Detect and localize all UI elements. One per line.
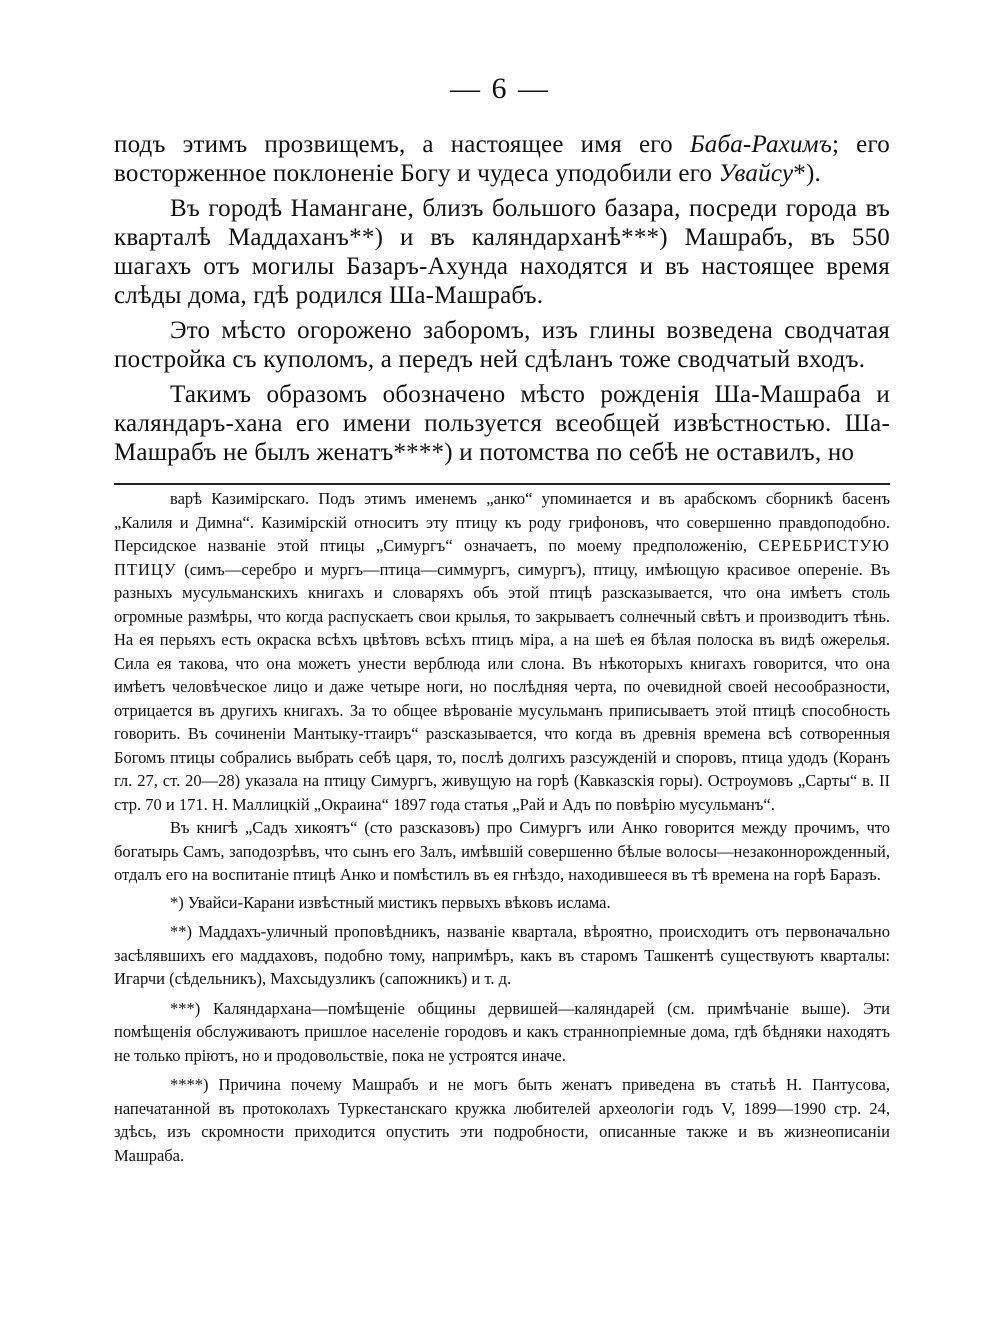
footnote-divider — [114, 483, 890, 485]
footnote-2: **) Маддахъ-уличный проповѣдникъ, названіе квартала, вѣроятно, происходитъ отъ первоначально засѣлявшихъ его маддаховъ, подобно тому, напримѣръ, какъ въ старомъ Ташкентѣ существуютъ кварталы: Игарчи (сѣдельникъ), Махсыдузликъ (сапожникъ) и т. д. — [114, 922, 890, 988]
footnote-emphasis: СЕРЕБРИСТУЮ ПТИЦУ — [114, 536, 890, 579]
main-paragraph-1 — [114, 130, 890, 188]
name-uvaysu: Увайсу — [718, 160, 794, 187]
footnote-continuation-text-b: (симъ—серебро и мургъ—птица—симмургъ, симургъ), птицу, имѣющую красивое опереніе. Въ разныхъ мусульманскихъ книгахъ и словаряхъ объ этой птицѣ разсказывается, что она имѣетъ столь огромные размѣры, что когда распускаетъ свои крылья, то закрываетъ солнечный свѣтъ и производитъ тѣнь. На ея перьяхъ есть окраска всѣхъ цвѣтовъ всѣхъ птицъ міра, а на шеѣ ея бѣлая полоска въ видѣ ожерелья. Сила ея такова, что она можетъ унести верблюда или слона. Въ нѣкоторыхъ книгахъ говорится, что она имѣетъ человѣческое лицо и даже четыре ноги, но послѣдняя черта, по очевидной своей несообразности, отрицается въ другихъ книгахъ. За то общее вѣрованіе мусульманъ приписываетъ этой птицѣ способность говорить. Въ сочиненіи Мантыку-ттаиръ“ разсказывается, что когда въ древнія времена всѣ сотворенныя Богомъ птицы собрались выбрать себѣ царя, то, послѣ долгихъ разсужденій и споровъ, птица удодъ (Коранъ гл. 27, ст. 20—28) указала на птицу Симургъ, живущую на горѣ (Кавказскія горы). Остроумовъ „Сарты“ в. II стр. 70 и 171. Н. Маллицкій „Окраина“ 1897 года статья „Рай и Адъ по повѣрію мусульманъ“. — [114, 559, 890, 814]
main-paragraph-1-text-c: *). — [793, 160, 821, 187]
main-text — [114, 130, 890, 467]
main-paragraph-4: Такимъ образомъ обозначено мѣсто рожденія Ша-Машраба и каляндаръ-хана его имени пользуется всеобщей извѣстностью. Ша-Машрабъ не былъ женатъ****) и потомства по себѣ не оставилъ, но — [114, 381, 890, 466]
footnote-4: ****) Причина почему Машрабъ и не могъ быть женатъ приведена въ статьѣ Н. Пантусова, напечатанной въ протоколахъ Туркестанскаго кружка любителей археологіи годъ V, 1899—1990 стр. 24, здѣсь, изъ скромности приходится опустить эти подробности, описанные также и въ жизнеописаніи Машраба. — [114, 1075, 890, 1165]
main-paragraph-1-text-a: подъ этимъ прозвищемъ, а настоящее имя его — [114, 131, 690, 158]
footnote-1: *) Увайси-Карани извѣстный мистикъ первыхъ вѣковъ ислама. — [170, 892, 611, 912]
name-baba-rahim: Баба-Рахимъ — [689, 131, 833, 158]
main-paragraph-2: Въ городѣ Намангане, близъ большого базара, посреди города въ кварталѣ Маддаханъ**) и въ каляндарханѣ***) Машрабъ, въ 550 шагахъ отъ могилы Базаръ-Ахунда находятся и въ настоящее время слѣды дома, гдѣ родился Ша-Машрабъ. — [114, 195, 890, 309]
main-paragraph-1-text-b: ; его восторженное поклоненіе Богу и чудеса уподобили его — [114, 131, 890, 187]
main-paragraph-3: Это мѣсто огорожено заборомъ, изъ глины возведена сводчатая постройка съ куполомъ, а передъ ней сдѣланъ тоже сводчатый входъ. — [114, 317, 890, 373]
footnote-3: ***) Каляндархана—помѣщеніе общины дервишей—каляндарей (см. примѣчаніе выше). Эти помѣщенія обслуживаютъ пришлое населеніе городовъ и какъ страннопріемные дома, гдѣ бѣдняки находятъ не только пріютъ, но и продовольствіе, пока не устроятся иначе. — [114, 998, 890, 1065]
footnote-continuation — [114, 487, 890, 816]
page-number: — 6 — — [450, 72, 550, 105]
footnote-continuation-text-a: варѣ Казимірскаго. Подъ этимъ именемъ „анко“ упоминается и въ арабскомъ сборникѣ басенъ „Калиля и Димна“. Казимірскій относитъ эту птицу къ роду грифоновъ, что совершенно правдоподобно. Персидское названіе этой птицы „Симургъ“ означаетъ, по моему предположенію, — [114, 489, 890, 555]
footnotes — [114, 487, 890, 1167]
footnote-sad-hikoyat: Въ книгѣ „Садъ хикоятъ“ (сто разсказовъ) про Симургъ или Анко говорится между прочимъ, что богатырь Самъ, заподозрѣвъ, что сынъ его Залъ, имѣвшій совершенно бѣлые волосы—незаконнорожденный, отдалъ его на воспитаніе птицѣ Анко и помѣстилъ въ ея гнѣздо, находившееся въ тѣ времена на горѣ Баразъ. — [114, 818, 890, 884]
